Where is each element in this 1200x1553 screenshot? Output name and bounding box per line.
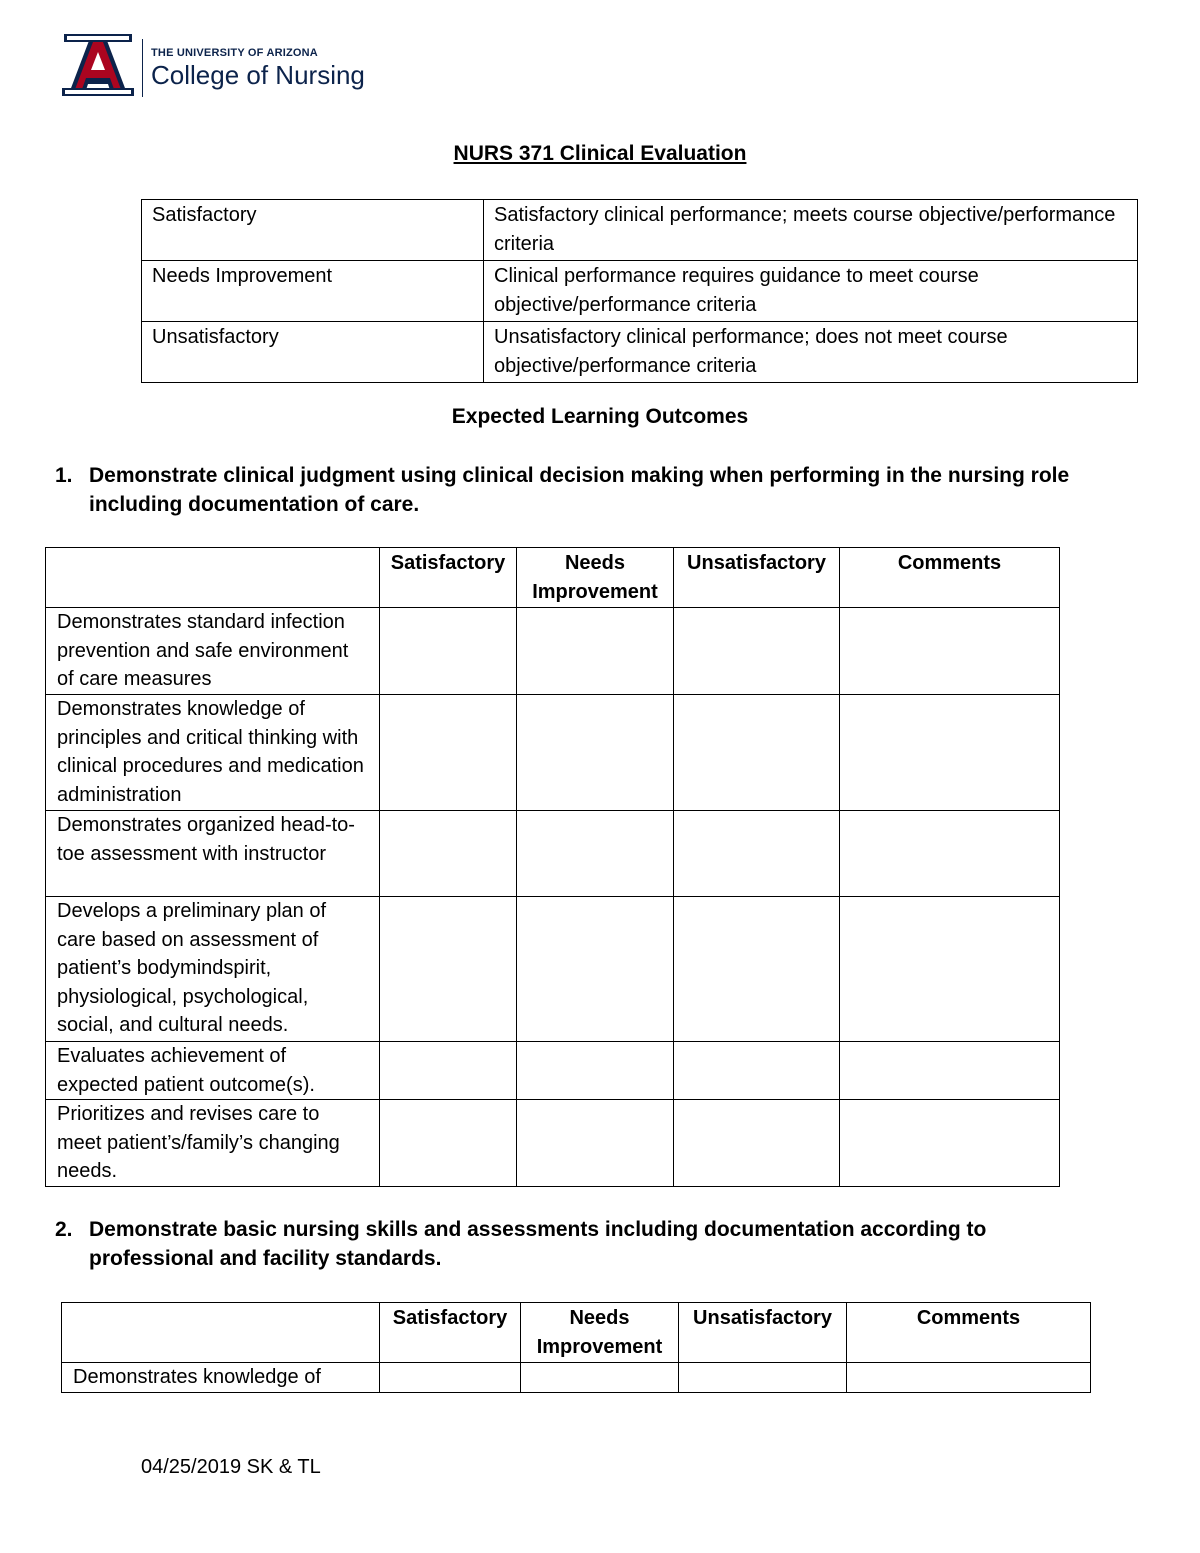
outcome-number: 1. (55, 464, 73, 487)
satisfactory-cell[interactable] (380, 1042, 517, 1100)
unsatisfactory-cell[interactable] (679, 1363, 847, 1393)
unsatisfactory-cell[interactable] (674, 1042, 840, 1100)
outcome-heading (55, 462, 1115, 519)
criterion-text: Demonstrates standard infection prevention and safe environment of care measures (46, 608, 380, 695)
legend-row (142, 261, 1138, 322)
section-title: Expected Learning Outcomes (451, 405, 749, 428)
satisfactory-cell[interactable] (380, 608, 517, 695)
table-header-row (62, 1303, 1091, 1363)
legend-term: Needs Improvement (142, 261, 484, 322)
table-row (46, 897, 1060, 1042)
satisfactory-cell[interactable] (380, 811, 517, 897)
criterion-text: Evaluates achievement of expected patient outcome(s). (46, 1042, 380, 1100)
block-a-logo-icon (62, 34, 134, 102)
header-satisfactory: Satisfactory (380, 1303, 521, 1363)
legend-definition: Satisfactory clinical performance; meets course objective/performance criteria (484, 200, 1138, 261)
needs-improvement-cell[interactable] (517, 1042, 674, 1100)
document-title: NURS 371 Clinical Evaluation (453, 142, 747, 165)
comments-cell[interactable] (840, 1042, 1060, 1100)
college-name: College of Nursing (151, 60, 365, 90)
comments-cell[interactable] (847, 1363, 1091, 1393)
unsatisfactory-cell[interactable] (674, 811, 840, 897)
university-logo (62, 34, 365, 102)
legend-row (142, 200, 1138, 261)
outcome-text: Demonstrate basic nursing skills and assessments including documentation according to professional and facility standards. (89, 1218, 987, 1270)
needs-improvement-cell[interactable] (521, 1363, 679, 1393)
table-row (46, 1042, 1060, 1100)
header-unsatisfactory: Unsatisfactory (679, 1303, 847, 1363)
header-needs-improvement: Needs Improvement (521, 1303, 679, 1363)
needs-improvement-cell[interactable] (517, 608, 674, 695)
legend-term: Unsatisfactory (142, 322, 484, 383)
criterion-text: Demonstrates organized head-to-toe assessment with instructor (46, 811, 380, 897)
university-name: THE UNIVERSITY OF ARIZONA (151, 47, 318, 59)
logo-divider (142, 39, 143, 97)
legend-term: Satisfactory (142, 200, 484, 261)
criterion-text: Develops a preliminary plan of care based on assessment of patient’s bodymindspirit, physiological, psychological, social, and cultural needs. (46, 897, 380, 1042)
comments-cell[interactable] (840, 897, 1060, 1042)
needs-improvement-cell[interactable] (517, 695, 674, 811)
needs-improvement-cell[interactable] (517, 811, 674, 897)
header-unsatisfactory: Unsatisfactory (674, 548, 840, 608)
outcome-heading (55, 1216, 1115, 1273)
legend-definition: Unsatisfactory clinical performance; does not meet course objective/performance criteria (484, 322, 1138, 383)
header-needs-improvement: Needs Improvement (517, 548, 674, 608)
unsatisfactory-cell[interactable] (674, 695, 840, 811)
table-row (46, 811, 1060, 897)
legend-definition: Clinical performance requires guidance to meet course objective/performance criteria (484, 261, 1138, 322)
table-row (46, 608, 1060, 695)
table-row (46, 695, 1060, 811)
comments-cell[interactable] (840, 608, 1060, 695)
satisfactory-cell[interactable] (380, 897, 517, 1042)
unsatisfactory-cell[interactable] (674, 1100, 840, 1187)
header-comments: Comments (847, 1303, 1091, 1363)
criterion-text: Demonstrates knowledge of principles and critical thinking with clinical procedures and medication administration (46, 695, 380, 811)
table-header-row (46, 548, 1060, 608)
evaluation-table-1 (45, 547, 1060, 1187)
criteria-header (46, 548, 380, 608)
outcome-text: Demonstrate clinical judgment using clinical decision making when performing in the nursing role including documentation of care. (89, 464, 1070, 516)
rating-legend-table (141, 199, 1138, 383)
criterion-text: Prioritizes and revises care to meet patient’s/family’s changing needs. (46, 1100, 380, 1187)
comments-cell[interactable] (840, 1100, 1060, 1187)
unsatisfactory-cell[interactable] (674, 897, 840, 1042)
criteria-header (62, 1303, 380, 1363)
needs-improvement-cell[interactable] (517, 897, 674, 1042)
evaluation-table-2 (61, 1302, 1091, 1393)
outcome-number: 2. (55, 1218, 73, 1241)
legend-row (142, 322, 1138, 383)
header-comments: Comments (840, 548, 1060, 608)
satisfactory-cell[interactable] (380, 1363, 521, 1393)
table-row (62, 1363, 1091, 1393)
satisfactory-cell[interactable] (380, 695, 517, 811)
page-footer: 04/25/2019 SK & TL (141, 1456, 321, 1478)
criterion-text: Demonstrates knowledge of (62, 1363, 380, 1393)
needs-improvement-cell[interactable] (517, 1100, 674, 1187)
comments-cell[interactable] (840, 695, 1060, 811)
header-satisfactory: Satisfactory (380, 548, 517, 608)
table-row (46, 1100, 1060, 1187)
satisfactory-cell[interactable] (380, 1100, 517, 1187)
comments-cell[interactable] (840, 811, 1060, 897)
unsatisfactory-cell[interactable] (674, 608, 840, 695)
